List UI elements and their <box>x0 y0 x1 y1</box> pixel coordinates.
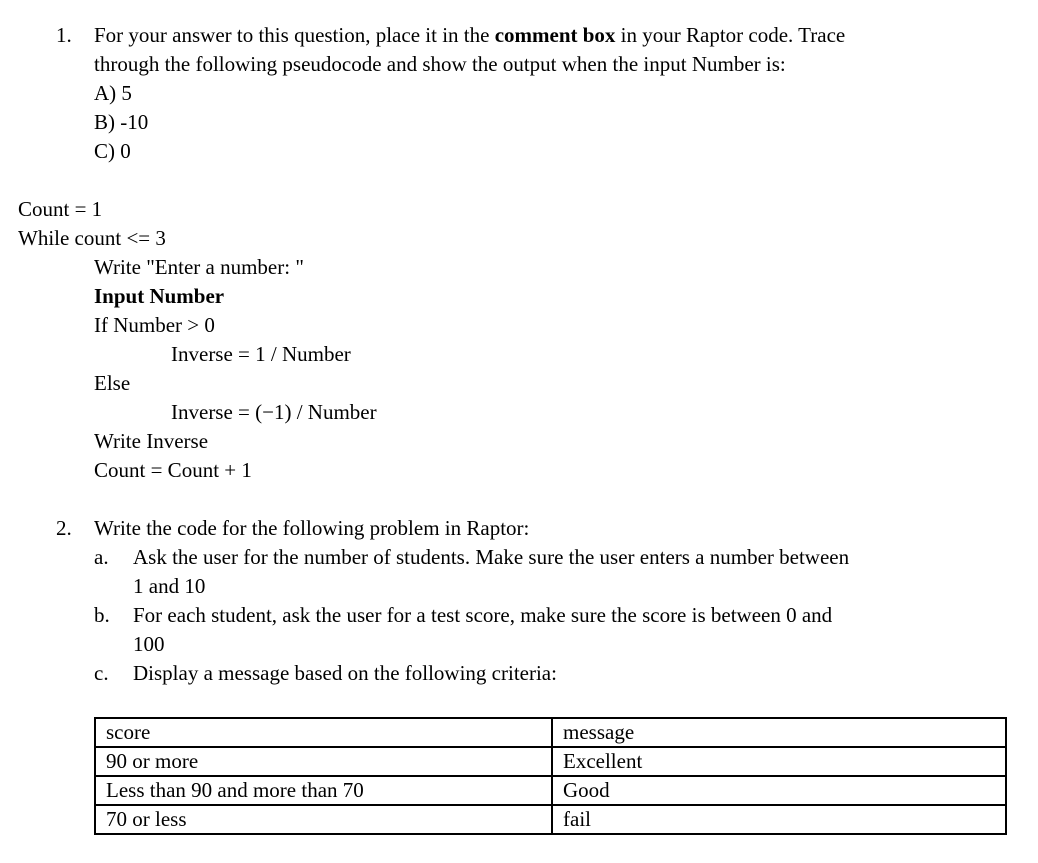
code-line-6: Inverse = 1 / Number <box>171 342 351 366</box>
item-b-line-1: For each student, ask the user for a test score, make sure the score is between 0 and <box>133 603 833 627</box>
question-1-text-post: in your Raptor code. Trace <box>615 23 846 47</box>
table-header-row <box>95 718 1006 747</box>
header-message: message <box>552 718 1006 747</box>
option-a <box>94 79 132 108</box>
option-b <box>94 108 148 137</box>
code-line-3: Write "Enter a number: " <box>94 255 304 279</box>
table-row <box>95 805 1006 834</box>
item-a-line-2: 1 and 10 <box>133 574 206 598</box>
option-a-value: 5 <box>121 81 132 105</box>
code-line-7: Else <box>94 371 131 395</box>
code-line-4: Input Number <box>94 284 225 308</box>
question-1-text-pre: For your answer to this question, place it in the <box>94 23 495 47</box>
option-b-value: -10 <box>120 110 149 134</box>
item-b-line-2: 100 <box>133 632 165 656</box>
table-cell-message: fail <box>552 805 1006 834</box>
item-c-line-1: Display a message based on the following criteria: <box>133 661 557 685</box>
criteria-table <box>94 717 1007 835</box>
code-line-1: Count = 1 <box>18 197 103 221</box>
table-row <box>95 747 1006 776</box>
item-b-label: b. <box>94 603 110 627</box>
code-line-10: Count = Count + 1 <box>94 458 252 482</box>
code-line-8: Inverse = (−1) / Number <box>171 400 377 424</box>
table-cell-score: 90 or more <box>95 747 552 776</box>
table-cell-message: Good <box>552 776 1006 805</box>
option-c <box>94 137 131 166</box>
question-2-number: 2. <box>56 516 72 540</box>
item-c-label: c. <box>94 661 109 685</box>
comment-box-bold: comment box <box>494 23 616 47</box>
code-line-5: If Number > 0 <box>94 313 215 337</box>
option-a-label: A) <box>94 81 117 105</box>
option-c-value: 0 <box>120 139 131 163</box>
question-2-intro: Write the code for the following problem in Raptor: <box>94 516 530 540</box>
option-b-label: B) <box>94 110 115 134</box>
table-row <box>95 776 1006 805</box>
table-cell-score: Less than 90 and more than 70 <box>95 776 552 805</box>
item-a-label: a. <box>94 545 109 569</box>
table-cell-score: 70 or less <box>95 805 552 834</box>
question-1-line-1 <box>94 21 845 50</box>
question-1-number: 1. <box>56 23 72 47</box>
item-a-line-1: Ask the user for the number of students. Make sure the user enters a number between <box>133 545 850 569</box>
header-score: score <box>95 718 552 747</box>
code-line-2: While count <= 3 <box>18 226 166 250</box>
option-c-label: C) <box>94 139 115 163</box>
question-1-line-2: through the following pseudocode and show the output when the input Number is: <box>94 52 786 76</box>
table-cell-message: Excellent <box>552 747 1006 776</box>
code-line-9: Write Inverse <box>94 429 209 453</box>
